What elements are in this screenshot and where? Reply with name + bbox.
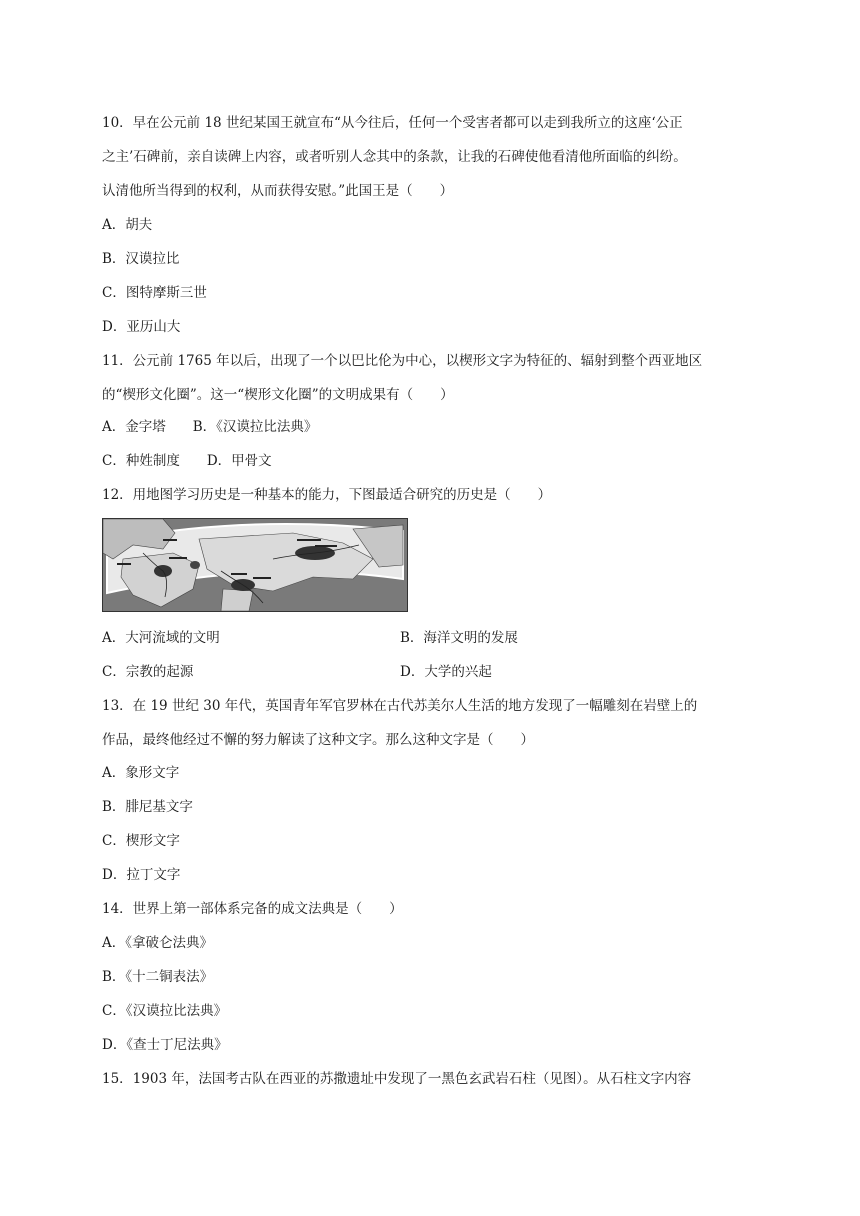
q13-option-a: A．象形文字	[102, 765, 180, 781]
q10-option-c: C．图特摩斯三世	[102, 285, 207, 301]
q11-stem-line-2: 的“楔形文化圈”。这一“楔形文化圈”的文明成果有（ ）	[102, 387, 454, 403]
q10-stem-line-2: 之主’石碑前，亲自读碑上内容，或者听别人念其中的条款，让我的石碑使他看清他所面临的纠纷。	[102, 149, 687, 165]
q13-option-b: B．腓尼基文字	[102, 799, 193, 815]
q14-option-a: A．《拿破仑法典》	[102, 935, 213, 951]
q14-option-b: B．《十二铜表法》	[102, 969, 214, 985]
q12-option-a: A．大河流域的文明	[102, 630, 220, 646]
map-graphic	[103, 519, 407, 611]
q12-option-c: C．宗教的起源	[102, 664, 194, 680]
q13-stem-line-1: 13．在 19 世纪 30 年代，英国青年军官罗林在古代苏美尔人生活的地方发现了一幅雕刻在岩壁上的	[102, 698, 698, 714]
q12-option-d: D．大学的兴起	[400, 664, 492, 680]
q14-option-c: C．《汉谟拉比法典》	[102, 1003, 228, 1019]
q11-options-row-2: C．种姓制度 D．甲骨文	[102, 453, 272, 469]
q10-stem-line-1: 10．早在公元前 18 世纪某国王就宣布“从今往后，任何一个受害者都可以走到我所立的这座‘公正	[102, 115, 683, 131]
q13-stem-line-2: 作品，最终他经过不懈的努力解读了这种文字。那么这种文字是（ ）	[102, 732, 534, 748]
q12-stem-line-1: 12．用地图学习历史是一种基本的能力，下图最适合研究的历史是（ ）	[102, 487, 552, 503]
q12-option-b: B．海洋文明的发展	[400, 630, 518, 646]
q11-stem-line-1: 11．公元前 1765 年以后，出现了一个以巴比伦为中心，以楔形文字为特征的、辐射到整个西亚地区	[102, 353, 703, 369]
q14-option-d: D．《查士丁尼法典》	[102, 1037, 228, 1053]
q11-options-row-1: A．金字塔 B．《汉谟拉比法典》	[102, 419, 318, 435]
q10-option-b: B．汉谟拉比	[102, 251, 180, 267]
q14-stem-line-1: 14．世界上第一部体系完备的成文法典是（ ）	[102, 901, 403, 917]
q10-stem-line-3: 认清他所当得到的权利，从而获得安慰。”此国王是（ ）	[102, 183, 454, 199]
q13-option-c: C．楔形文字	[102, 833, 180, 849]
q13-option-d: D．拉丁文字	[102, 867, 181, 883]
q10-option-a: A．胡夫	[102, 217, 153, 233]
q15-stem-line-1: 15．1903 年，法国考古队在西亚的苏撒遗址中发现了一黑色玄武岩石柱（见图）。从石柱文字内容	[102, 1071, 692, 1087]
q10-option-d: D．亚历山大	[102, 319, 181, 335]
river-civilizations-map	[102, 518, 408, 612]
